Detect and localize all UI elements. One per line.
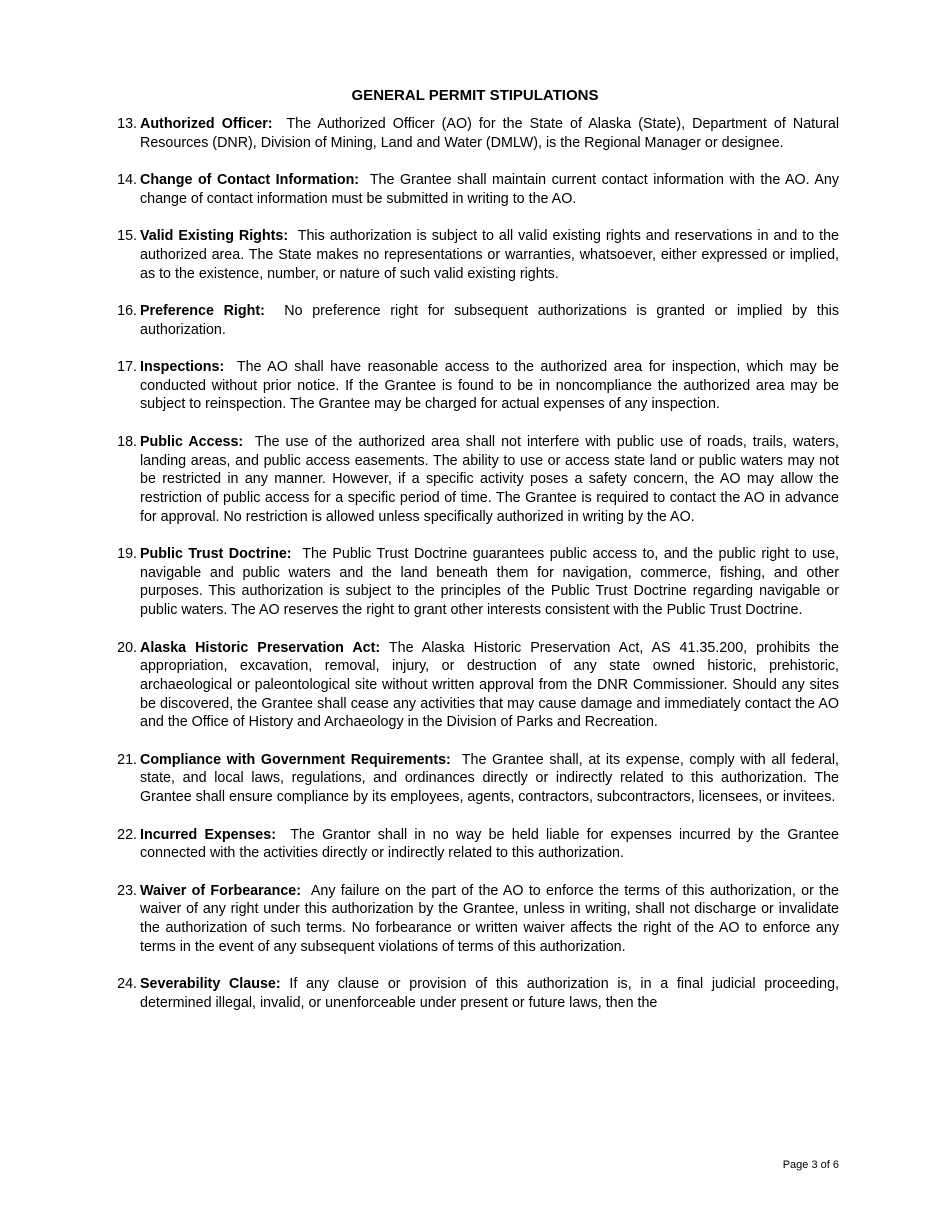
item-heading: Incurred Expenses:: [140, 826, 276, 843]
list-item: [107, 882, 839, 957]
item-number: 22.: [117, 826, 137, 843]
item-number: 24.: [117, 976, 137, 993]
page-title: GENERAL PERMIT STIPULATIONS: [351, 87, 599, 104]
item-number: 20.: [117, 639, 137, 656]
item-number: 14.: [117, 172, 137, 189]
item-text: This authorization is subject to all valid existing rights and reservations in and to the authorized area. The State makes no representations or warranties, whatsoever, either expressed or implied, as to the existence, number, or nature of such valid existing rights.: [140, 228, 839, 282]
list-item: [107, 115, 839, 152]
item-text: If any clause or provision of this authorization is, in a final judicial proceeding, determined illegal, invalid, or unenforceable under present or future laws, then the: [140, 976, 839, 1011]
item-text: The use of the authorized area shall not interfere with public use of roads, trails, waters, landing areas, and public access easements. The ability to use or access state land or public waters may not be restricted in any manner. However, if a specific activity poses a safety concern, the AO may allow the restriction of public access for a specific period of time. The Grantee is required to contact the AO in advance for approval. No restriction is allowed unless specifically authorized in writing by the AO.: [140, 433, 839, 525]
item-heading: Waiver of Forbearance:: [140, 882, 302, 899]
item-text: The Public Trust Doctrine guarantees public access to, and the public right to use, navigable and public waters and the land beneath them for navigation, commerce, fishing, and other purposes. This authorization is subject to the principles of the Public Trust Doctrine regarding navigable or public waters. The AO reserves the right to grant other interests consistent with the Public Trust Doctrine.: [140, 546, 839, 619]
item-text: Any failure on the part of the AO to enforce the terms of this authorization, or the waiver of any right under this authorization by the Grantee, unless in writing, shall not discharge or invalidate the authorization of such terms. No forbearance or written waiver affects the right of the AO to enforce any terms in the event of any subsequent violations of terms of this authorization.: [140, 882, 839, 955]
list-item: [107, 358, 839, 414]
item-number: 21.: [117, 751, 137, 768]
item-number: 15.: [117, 228, 137, 245]
item-heading: Alaska Historic Preservation Act:: [140, 639, 381, 656]
item-heading: Compliance with Government Requirements:: [140, 751, 451, 768]
item-heading: Authorized Officer:: [140, 116, 273, 132]
item-number: 16.: [117, 302, 137, 319]
item-heading: Inspections:: [140, 359, 225, 376]
item-text: The Grantee shall, at its expense, comply with all federal, state, and local laws, regulations, and ordinances directly or indirectly related to this authorization. The Grantee shall ensure compliance by its employees, agents, contractors, subcontractors, licensees, or invitees.: [140, 751, 839, 806]
list-item: [107, 302, 839, 339]
item-number: 19.: [117, 546, 137, 563]
item-heading: Public Trust Doctrine:: [140, 546, 292, 563]
item-text: The Alaska Historic Preservation Act, AS 41.35.200, prohibits the appropriation, excavation, removal, injury, or destruction of any state owned historic, prehistoric, archaeological or paleontological site without written approval from the DNR Commissioner. Should any sites be discovered, the Grantee shall cease any activities that may cause damage and immediately contact the AO and the Office of History and Archaeology in the Division of Parks and Recreation.: [140, 639, 839, 731]
item-number: 13.: [117, 116, 137, 132]
stipulation-list: [107, 115, 839, 1160]
list-item: [107, 639, 839, 733]
item-text: The Grantee shall maintain current contact information with the AO. Any change of contact information must be submitted in writing to the AO.: [140, 172, 839, 207]
page-number: Page 3 of 6: [782, 1159, 839, 1171]
list-item: [107, 227, 839, 283]
item-heading: Public Access:: [140, 433, 244, 450]
list-item: [107, 545, 839, 620]
list-item: [107, 171, 839, 208]
item-heading: Severability Clause:: [140, 976, 281, 993]
list-item: [107, 433, 839, 527]
item-number: 17.: [117, 359, 137, 376]
item-heading: Preference Right:: [140, 302, 265, 319]
item-text: The AO shall have reasonable access to the authorized area for inspection, which may be conducted without prior notice. If the Grantee is found to be in noncompliance the authorized area may be subject to reinspection. The Grantee may be charged for actual expenses of any inspection.: [140, 359, 839, 413]
item-text: The Grantor shall in no way be held liable for expenses incurred by the Grantee connected with the activities directly or indirectly related to this authorization.: [140, 826, 839, 862]
item-text: The Authorized Officer (AO) for the State of Alaska (State), Department of Natural Resources (DNR), Division of Mining, Land and Water (DMLW), is the Regional Manager or designee.: [140, 116, 839, 151]
item-text: No preference right for subsequent authorizations is granted or implied by this authorization.: [140, 302, 839, 338]
list-item: [107, 975, 839, 1012]
item-heading: Valid Existing Rights:: [140, 228, 289, 245]
item-number: 18.: [117, 433, 137, 450]
list-item: [107, 751, 839, 807]
list-item: [107, 826, 839, 863]
item-number: 23.: [117, 882, 137, 899]
item-heading: Change of Contact Information:: [140, 172, 360, 189]
